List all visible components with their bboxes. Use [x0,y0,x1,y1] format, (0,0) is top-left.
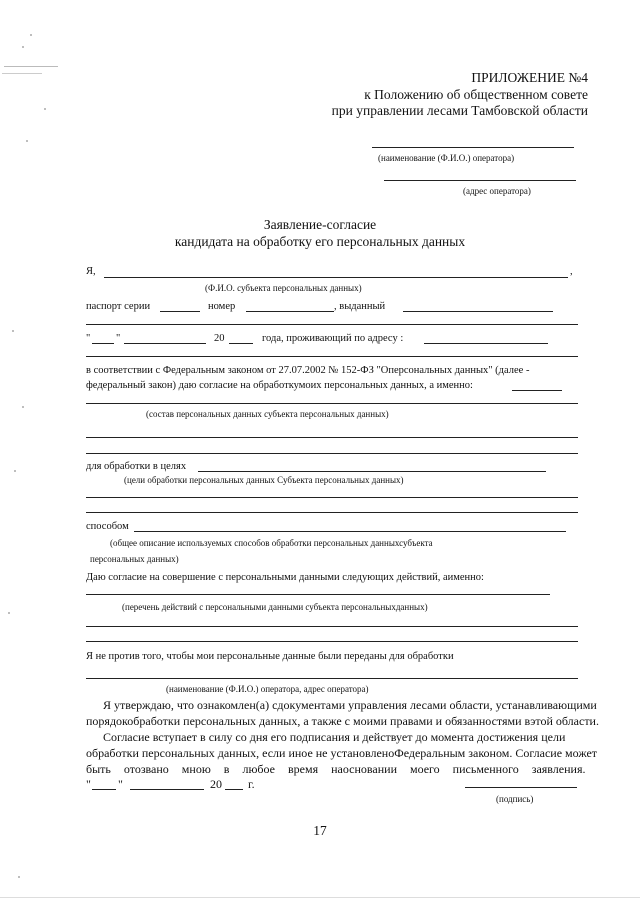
operator-address-caption: (адрес оператора) [463,186,531,196]
sign-year-field[interactable] [225,789,243,790]
statement-p1-line1: Я утверждаю, что ознакомлен(а) сдокументами управления лесами области, устанавливающими [103,698,597,712]
year-prefix: 20 [214,333,225,344]
sign-year-suffix: г. [248,777,255,791]
statement-p2-line2: обработки персональных данных, если иное не установленоФедеральным законом. Согласие может [86,746,598,760]
transfer-label: Я не против того, чтобы мои персональные данные были переданы для обработки [86,651,454,662]
ya-label: Я, [86,266,96,277]
purpose-field[interactable] [198,471,546,472]
document-title: Заявление-согласие [263,217,377,232]
actions-label: Даю согласие на совершение с персональными данными следующих действий, аименно: [86,572,484,583]
composition-field[interactable] [512,390,562,391]
address-field[interactable] [424,343,548,344]
fio-caption: (Ф.И.О. субъекта персональных данных) [205,283,362,293]
date-quote-open: " [86,777,91,791]
issue-month-field[interactable] [124,343,206,344]
sign-day-field[interactable] [92,789,116,790]
page-number: 17 [313,823,327,838]
signature-field[interactable] [465,787,577,788]
living-label: года, проживающий по адресу : [262,333,404,344]
passport-number-field[interactable] [246,311,334,312]
transfer-caption: (наименование (Ф.И.О.) оператора, адрес оператора) [166,684,369,694]
sign-month-field[interactable] [130,789,204,790]
issued-by-field[interactable] [403,311,553,312]
statement-p2-line3: быть отозвано мною в любое время наосновании моего письменного заявления. [86,762,586,776]
operator-name-caption: (наименование (Ф.И.О.) оператора) [378,153,515,163]
law-text-2: федеральный закон) даю согласие на обработкумоих персональных данных, а именно: [86,380,473,391]
actions-field-2[interactable] [86,626,578,627]
actions-field[interactable] [86,594,550,595]
method-caption-2: персональных данных) [90,554,179,564]
method-caption-1: (общее описание используемых способов обработки персональных данныхсубъекта [110,538,433,548]
passport-series-field[interactable] [160,311,200,312]
purpose-field-3[interactable] [86,512,578,513]
actions-field-3[interactable] [86,641,578,642]
transfer-field[interactable] [86,678,578,679]
purpose-field-2[interactable] [86,497,578,498]
composition-caption: (состав персональных данных субъекта персональных данных) [146,409,389,419]
issue-year-field[interactable] [229,343,253,344]
composition-field-4[interactable] [86,453,578,454]
method-field[interactable] [134,531,566,532]
purpose-label: для обработки в целях [86,461,187,472]
composition-field-3[interactable] [86,437,578,438]
statement-p2-line1: Согласие вступает в силу со дня его подписания и действует до момента достижения цели [103,730,566,744]
signature-caption: (подпись) [496,794,534,804]
passport-series-label: паспорт серии [86,301,151,312]
fio-field[interactable] [104,277,568,278]
operator-name-line[interactable] [372,147,574,148]
appendix-subtitle: к Положению об общественном совете [364,87,588,102]
quote-close: " [116,333,121,344]
composition-field-2[interactable] [86,403,578,404]
law-text-1: в соответствии с Федеральным законом от 27.07.2002 № 152-ФЗ "Оперсональных данных" (далее - [86,365,530,376]
issued-label: , выданный [334,301,386,312]
address-field-2[interactable] [86,356,578,357]
document-subtitle: кандидата на обработку его персональных данных [174,234,466,249]
issued-by-field-2[interactable] [86,324,578,325]
issue-day-field[interactable] [92,343,114,344]
passport-number-label: номер [208,301,236,312]
appendix-title: ПРИЛОЖЕНИЕ №4 [471,70,588,85]
operator-address-line[interactable] [384,180,576,181]
purpose-caption: (цели обработки персональных данных Субъекта персональных данных) [124,475,404,485]
method-label: способом [86,521,129,532]
actions-caption: (перечень действий с персональными данными субъекта персональныхданных) [122,602,428,612]
quote-open: " [86,333,91,344]
fio-comma: , [570,266,573,277]
date-quote-close: " [118,777,123,791]
statement-p1-line2: порядокобработки персональных данных, а также с моими правами и обязанностями вэтой области. [86,714,599,728]
sign-year-prefix: 20 [210,777,222,791]
appendix-subtitle-2: при управлении лесами Тамбовской области [331,103,588,118]
